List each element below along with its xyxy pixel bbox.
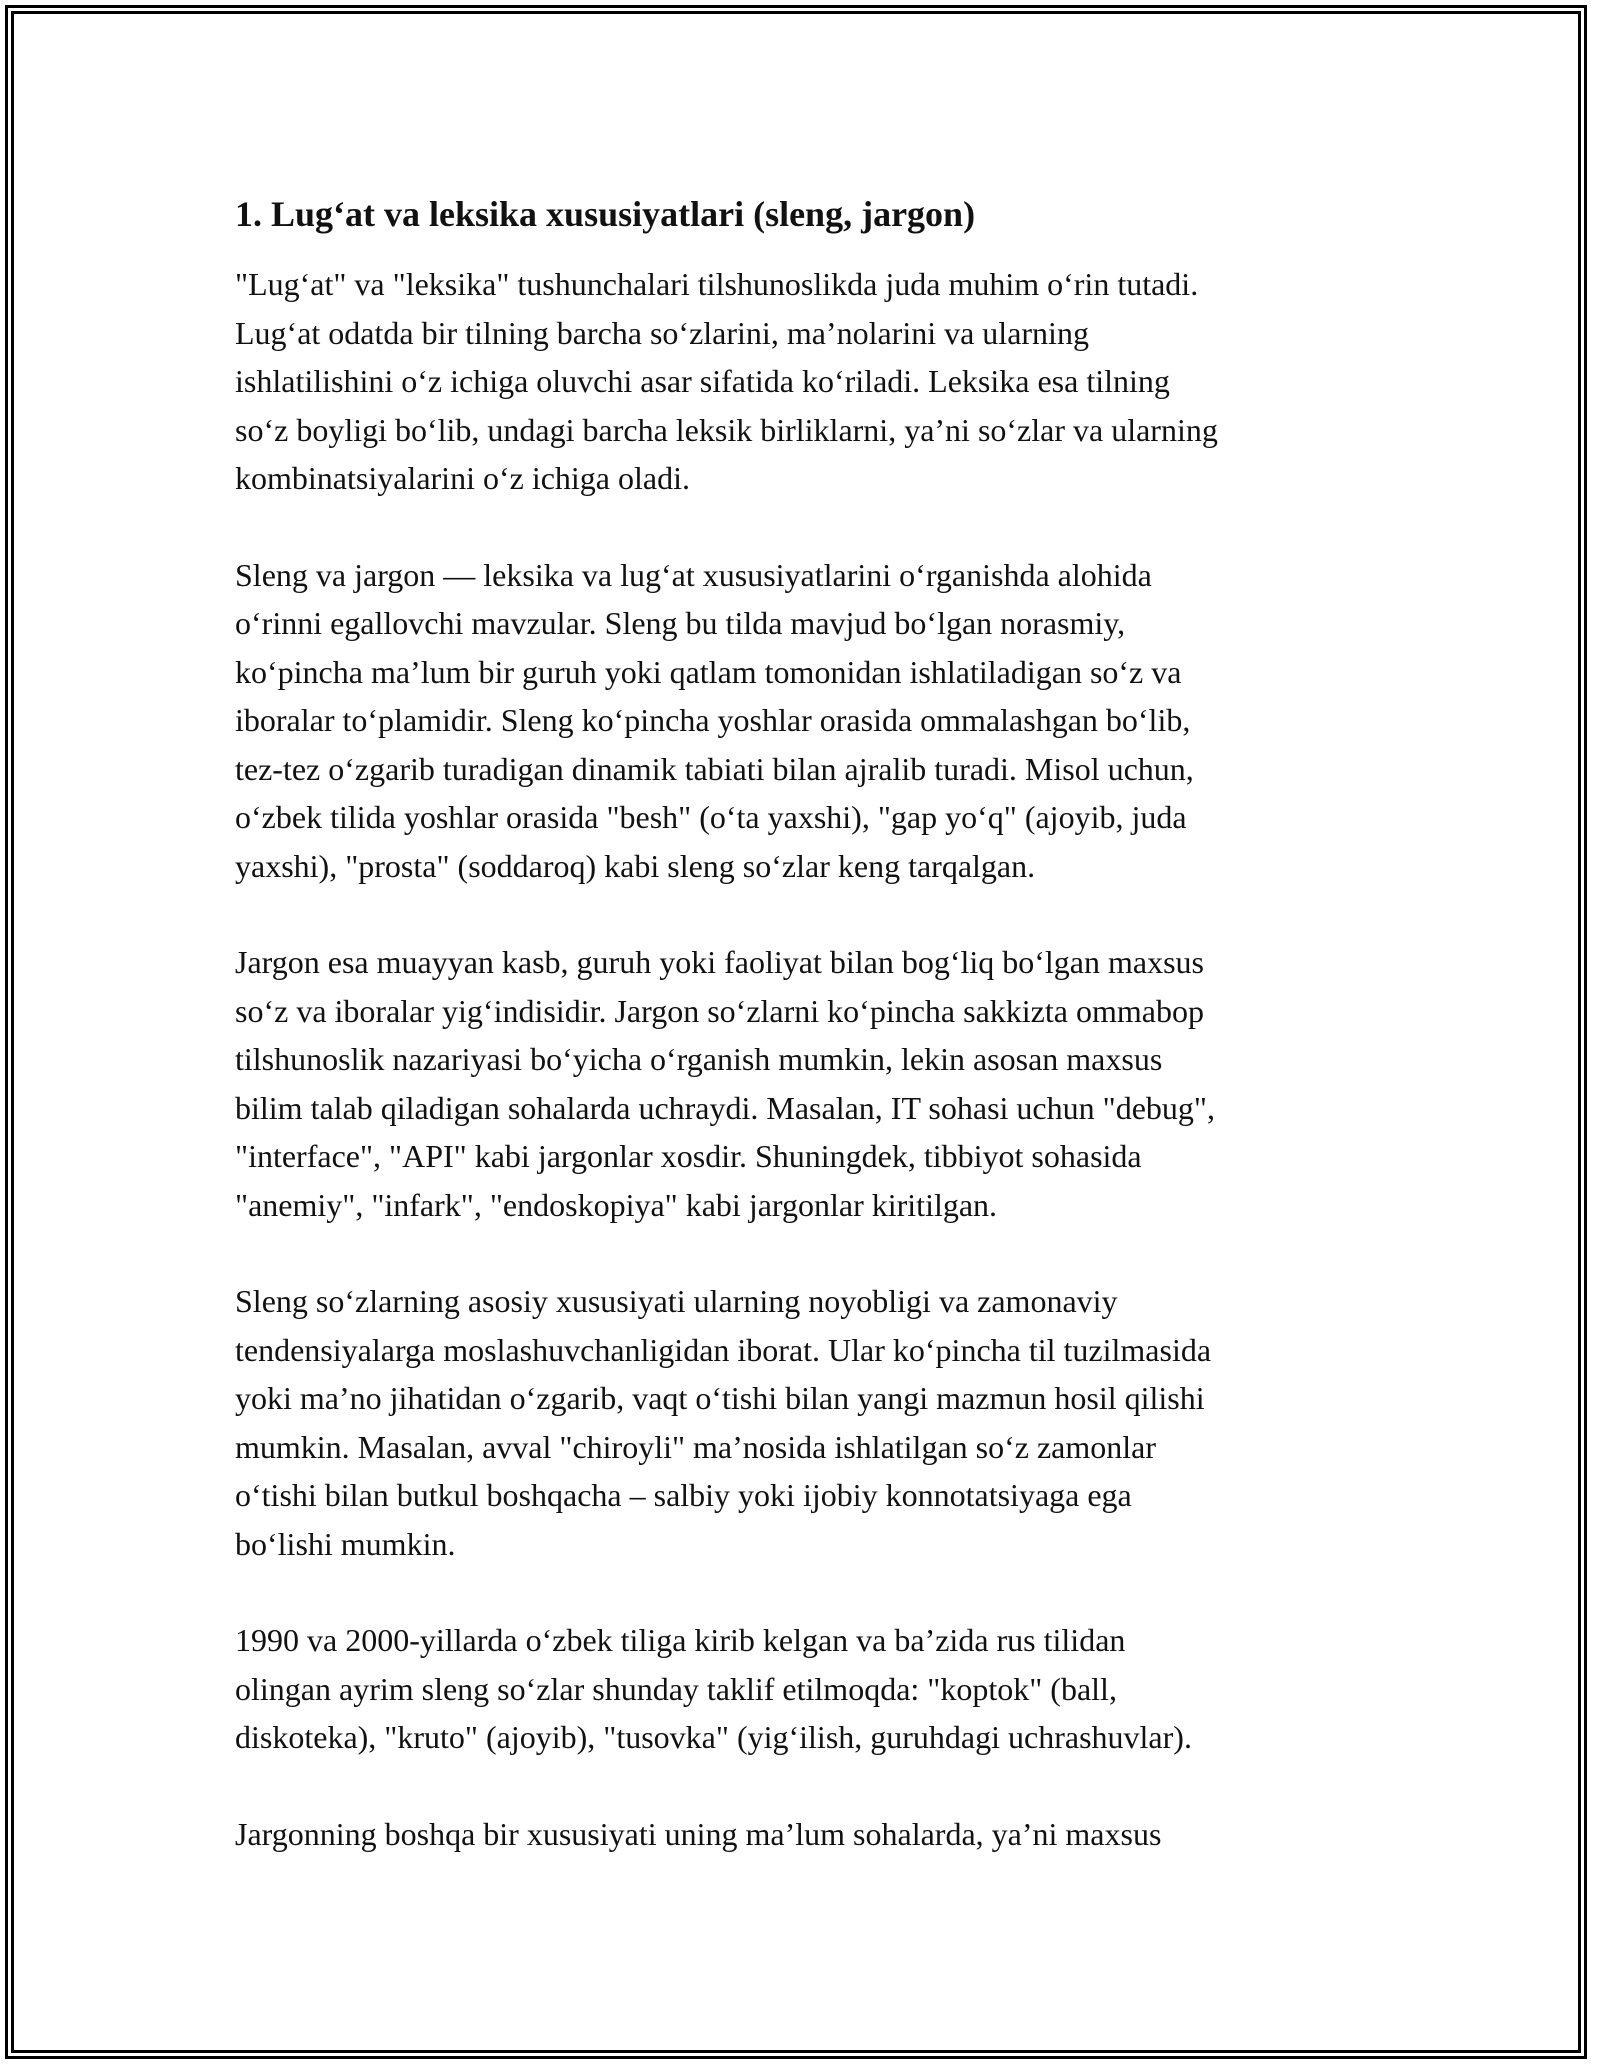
text-line: so‘z va iboralar yig‘indisidir. Jargon so‘zlarni ko‘pincha sakkizta ommabop	[235, 992, 1204, 1029]
text-line: bo‘lishi mumkin.	[235, 1525, 456, 1562]
text-line: o‘zbek tilida yoshlar orasida "besh" (o‘ta yaxshi), "gap yo‘q" (ajoyib, juda	[235, 799, 1187, 835]
text-line: o‘rinni egallovchi mavzular. Sleng bu tilda mavjud bo‘lgan norasmiy,	[235, 605, 1126, 641]
section-heading: 1. Lug‘at va leksika xususiyatlari (sleng, jargon)	[235, 194, 976, 234]
text-line: Jargon esa muayyan kasb, guruh yoki faoliyat bilan bog‘liq bo‘lgan maxsus	[235, 944, 1204, 980]
text-line: yoki ma’no jihatidan o‘zgarib, vaqt o‘tishi bilan yangi mazmun hosil qilishi	[235, 1380, 1205, 1416]
paragraph-slang-features	[235, 1277, 1375, 1568]
paragraph-jargon-other	[235, 1810, 1375, 1859]
text-line: 1990 va 2000-yillarda o‘zbek tiliga kirib kelgan va ba’zida rus tilidan	[235, 1622, 1126, 1658]
text-line: "anemiy", "infark", "endoskopiya" kabi jargonlar kiritilgan.	[235, 1186, 998, 1223]
paragraph-1990s-slang	[235, 1616, 1375, 1762]
text-line: so‘z boyligi bo‘lib, undagi barcha leksik birliklarni, ya’ni so‘zlar va ularning	[235, 411, 1218, 448]
text-line: tez-tez o‘zgarib turadigan dinamik tabiati bilan ajralib turadi. Misol uchun,	[235, 750, 1194, 787]
document-body	[235, 190, 1375, 1906]
text-line: tendensiyalarga moslashuvchanligidan iborat. Ular ko‘pincha til tuzilmasida	[235, 1331, 1212, 1368]
text-line: yaxshi), "prosta" (soddaroq) kabi sleng so‘zlar keng tarqalgan.	[235, 847, 1036, 884]
paragraph-lexicon-intro	[235, 260, 1375, 503]
text-line: olingan ayrim sleng so‘zlar shunday taklif etilmoqda: "koptok" (ball,	[235, 1670, 1117, 1707]
text-line: Sleng va jargon — leksika va lug‘at xususiyatlarini o‘rganishda alohida	[235, 556, 1152, 593]
text-line: "Lug‘at" va "leksika" tushunchalari tilshunoslikda juda muhim o‘rin tutadi.	[235, 266, 1199, 302]
text-line: o‘tishi bilan butkul boshqacha – salbiy yoki ijobiy konnotatsiyaga ega	[235, 1477, 1132, 1513]
text-line: Sleng so‘zlarning asosiy xususiyati ularning noyobligi va zamonaviy	[235, 1283, 1118, 1319]
paragraph-jargon	[235, 938, 1375, 1229]
paragraph-slang	[235, 551, 1375, 891]
text-line: ishlatilishini o‘z ichiga oluvchi asar sifatida ko‘riladi. Leksika esa tilning	[235, 363, 1170, 399]
text-line: "interface", "API" kabi jargonlar xosdir. Shuningdek, tibbiyot sohasida	[235, 1138, 1142, 1174]
text-line: kombinatsiyalarini o‘z ichiga oladi.	[235, 460, 690, 496]
text-line: ko‘pincha ma’lum bir guruh yoki qatlam tomonidan ishlatiladigan so‘z va	[235, 653, 1182, 690]
text-line: tilshunoslik nazariyasi bo‘yicha o‘rganish mumkin, lekin asosan maxsus	[235, 1041, 1163, 1077]
text-line: mumkin. Masalan, avval "chiroyli" ma’nosida ishlatilgan so‘z zamonlar	[235, 1428, 1156, 1465]
text-line: Lug‘at odatda bir tilning barcha so‘zlarini, ma’nolarini va ularning	[235, 314, 1089, 351]
text-line: diskoteka), "kruto" (ajoyib), "tusovka" (yig‘ilish, guruhdagi uchrashuvlar).	[235, 1719, 1192, 1755]
text-line: iboralar to‘plamidir. Sleng ko‘pincha yoshlar orasida ommalashgan bo‘lib,	[235, 702, 1191, 738]
text-line: bilim talab qiladigan sohalarda uchraydi. Masalan, IT sohasi uchun "debug",	[235, 1089, 1215, 1126]
text-line: Jargonning boshqa bir xususiyati uning ma’lum sohalarda, ya’ni maxsus	[235, 1815, 1162, 1852]
